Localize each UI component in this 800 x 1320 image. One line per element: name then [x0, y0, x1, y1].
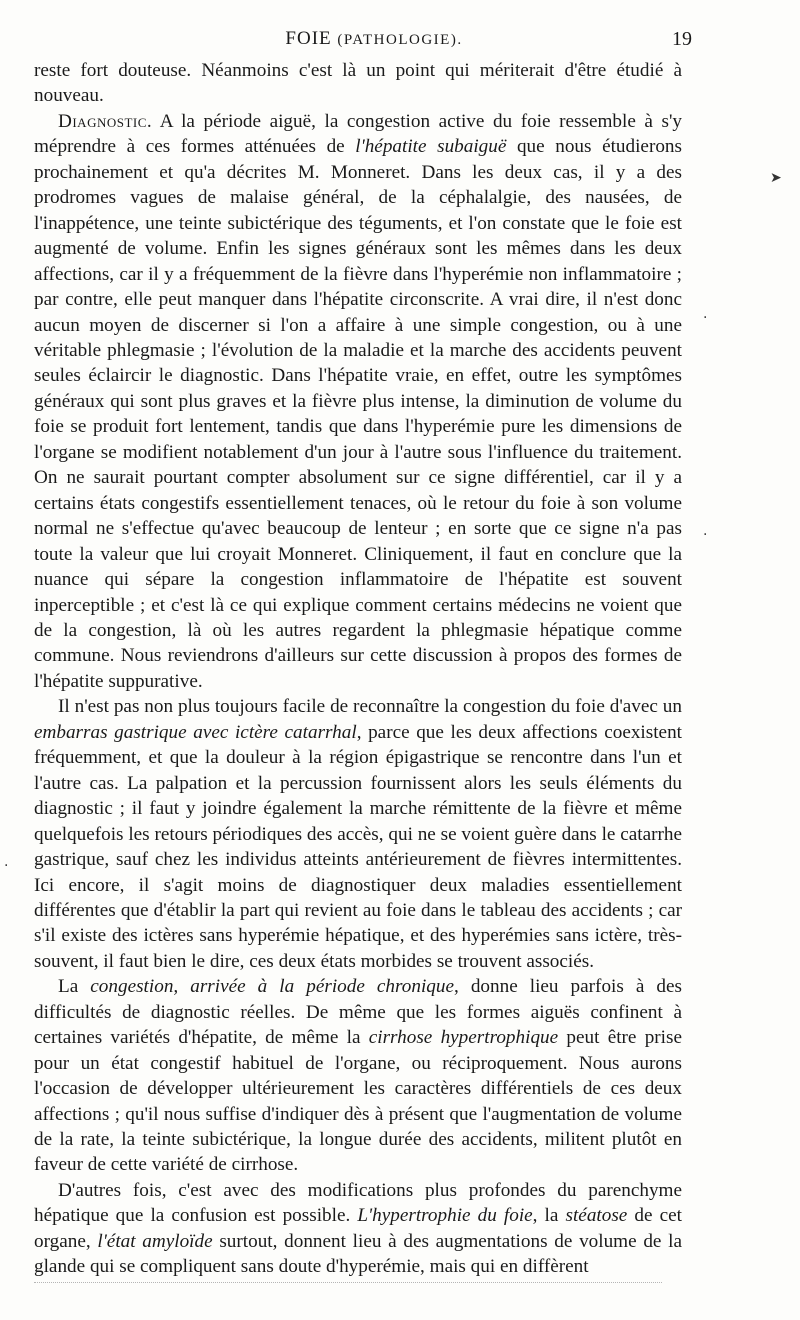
- text-run: , parce que les deux affections coexistent fréquemment, et que la douleur à la région épigastrique se rencontre dans l'un et l'autre cas. La palpation et la percussion fournissent alors les seuls éléments du diagnostic ; il faut y joindre également la marche rémittente de la fièvre et même quelquefois les retours périodiques des accès, qui ne se voient guère dans le catarrhe gastrique, sauf chez les individus atteints antérieurement de fièvres intermittentes. Ici encore, il s'agit moins de diagnostiquer deux maladies essentiellement différentes que d'établir la part qui revient au foie dans le tableau des accidents ; car s'il existe des ictères sans hyperémie hépatique, et des hyperémies sans ictère, très-souvent, il faut bien le dire, ces deux états morbides se trouvent associés.: [34, 721, 683, 972]
- running-title: [60, 28, 688, 50]
- running-header: [60, 24, 692, 54]
- text-run: que nous étudierons prochainement et qu'a décrites M. Monneret. Dans les deux cas, il y a des prodromes vagues de malaise général, de la céphalalgie, des nausées, de l'inappétence, une teinte subictérique des téguments, et l'on constate que le foie est augmenté de volume. Enfin les signes généraux sont les mêmes dans les deux affections, car il y a fréquemment de la fièvre dans l'hyperémie non inflammatoire ; par contre, elle peut manquer dans l'hépatite circonscrite. A vrai dire, il n'est donc aucun moyen de discerner si l'on a affaire à une simple congestion, ou à une véritable phlegmasie ; l'évolution de la maladie et la marche des accidents peuvent seules éclaircir le diagnostic. Dans l'hépatite vraie, en effet, outre les symptômes généraux qui sont plus graves et la fièvre plus intense, la diminution de volume du foie se produit fort lentement, tandis que dans l'hyperémie pure les dimensions de l'organe se modifient notablement d'un jour à l'autre sous l'influence du traitement. On ne saurait pourtant compter absolument sur ce signe différentiel, car il y a certains états congestifs essentiellement tenaces, où le retour du foie à son volume normal ne s'effectue qu'avec beaucoup de lenteur ; en sorte que ce signe n'a pas toute la valeur que lui croyait Monneret. Cliniquement, il faut en conclure que la nuance qui sépare la congestion inflammatoire de l'hépatite est souvent inperceptible ; et c'est là ce qui explique comment certains médecins ne voient que de la congestion, là où les autres regardent la phlegmasie hépatique comme commune. Nous reviendrons d'ailleurs sur cette discussion à propos des formes de l'hépatite suppurative.: [34, 136, 682, 692]
- header-title: FOIE: [285, 28, 332, 49]
- italic-term: l'état amyloïde: [97, 1230, 213, 1252]
- paragraph: [34, 694, 682, 974]
- margin-dot-icon: ·: [703, 527, 708, 543]
- page-number: 19: [672, 28, 692, 50]
- footer-scan-noise: [34, 1282, 662, 1285]
- italic-term: stéatose: [565, 1205, 628, 1227]
- text-run: surtout, donnent lieu à des augmentations de volume de la glande qui se compliquent sans doute d'hyperémie, mais qui en diffèrent: [34, 1230, 682, 1278]
- margin-dot-icon: ·: [4, 858, 9, 874]
- header-subtitle: (PATHOLOGIE).: [337, 32, 463, 48]
- italic-term: embarras gastrique avec ictère catarrhal: [34, 721, 357, 743]
- text-run: La: [58, 976, 91, 998]
- body-text: [34, 58, 682, 1280]
- margin-mark-icon: ➤: [770, 170, 782, 186]
- paragraph: [34, 974, 682, 1178]
- text-run: D'autres fois, c'est avec des modifications plus profondes du parenchyme hépatique que la confusion est possible.: [34, 1179, 682, 1227]
- text-run: peut être prise pour un état congestif habituel de l'organe, ou réciproquement. Nous aurons l'occasion de développer ultérieurement les caractères différentiels de ces deux affections ; qu'il nous suffise d'indiquer dès à présent que l'augmentation de volume de la rate, la teinte subictérique, la longue durée des accidents, militent plutôt en faveur de cette variété de cirrhose.: [34, 1027, 682, 1176]
- text-run: reste fort douteuse. Néanmoins c'est là un point qui mériterait d'être étudié à nouveau.: [34, 60, 682, 107]
- margin-dot-icon: ·: [703, 310, 708, 326]
- italic-term: L'hypertrophie du foie: [357, 1205, 533, 1227]
- text-run: A la période aiguë, la congestion active du foie ressemble à s'y méprendre à ces formes atténuées de: [34, 110, 682, 158]
- text-run: de cet organe,: [34, 1205, 682, 1252]
- italic-term: congestion, arrivée à la période chronique: [90, 976, 454, 998]
- text-run: , donne lieu parfois à des difficultés de diagnostic réelles. De même que les formes aiguës confinent à certaines variétés d'hépatite, de même la: [34, 976, 682, 1049]
- italic-term: l'hépatite subaiguë: [355, 136, 507, 158]
- paragraph: [34, 1178, 682, 1280]
- text-run: , la: [532, 1205, 566, 1227]
- section-heading: Diagnostic.: [58, 110, 153, 132]
- italic-term: cirrhose hypertrophique: [368, 1027, 559, 1049]
- text-run: Il n'est pas non plus toujours facile de reconnaître la congestion du foie d'avec un: [58, 696, 682, 718]
- paragraph: [34, 109, 682, 694]
- paragraph: [34, 58, 682, 109]
